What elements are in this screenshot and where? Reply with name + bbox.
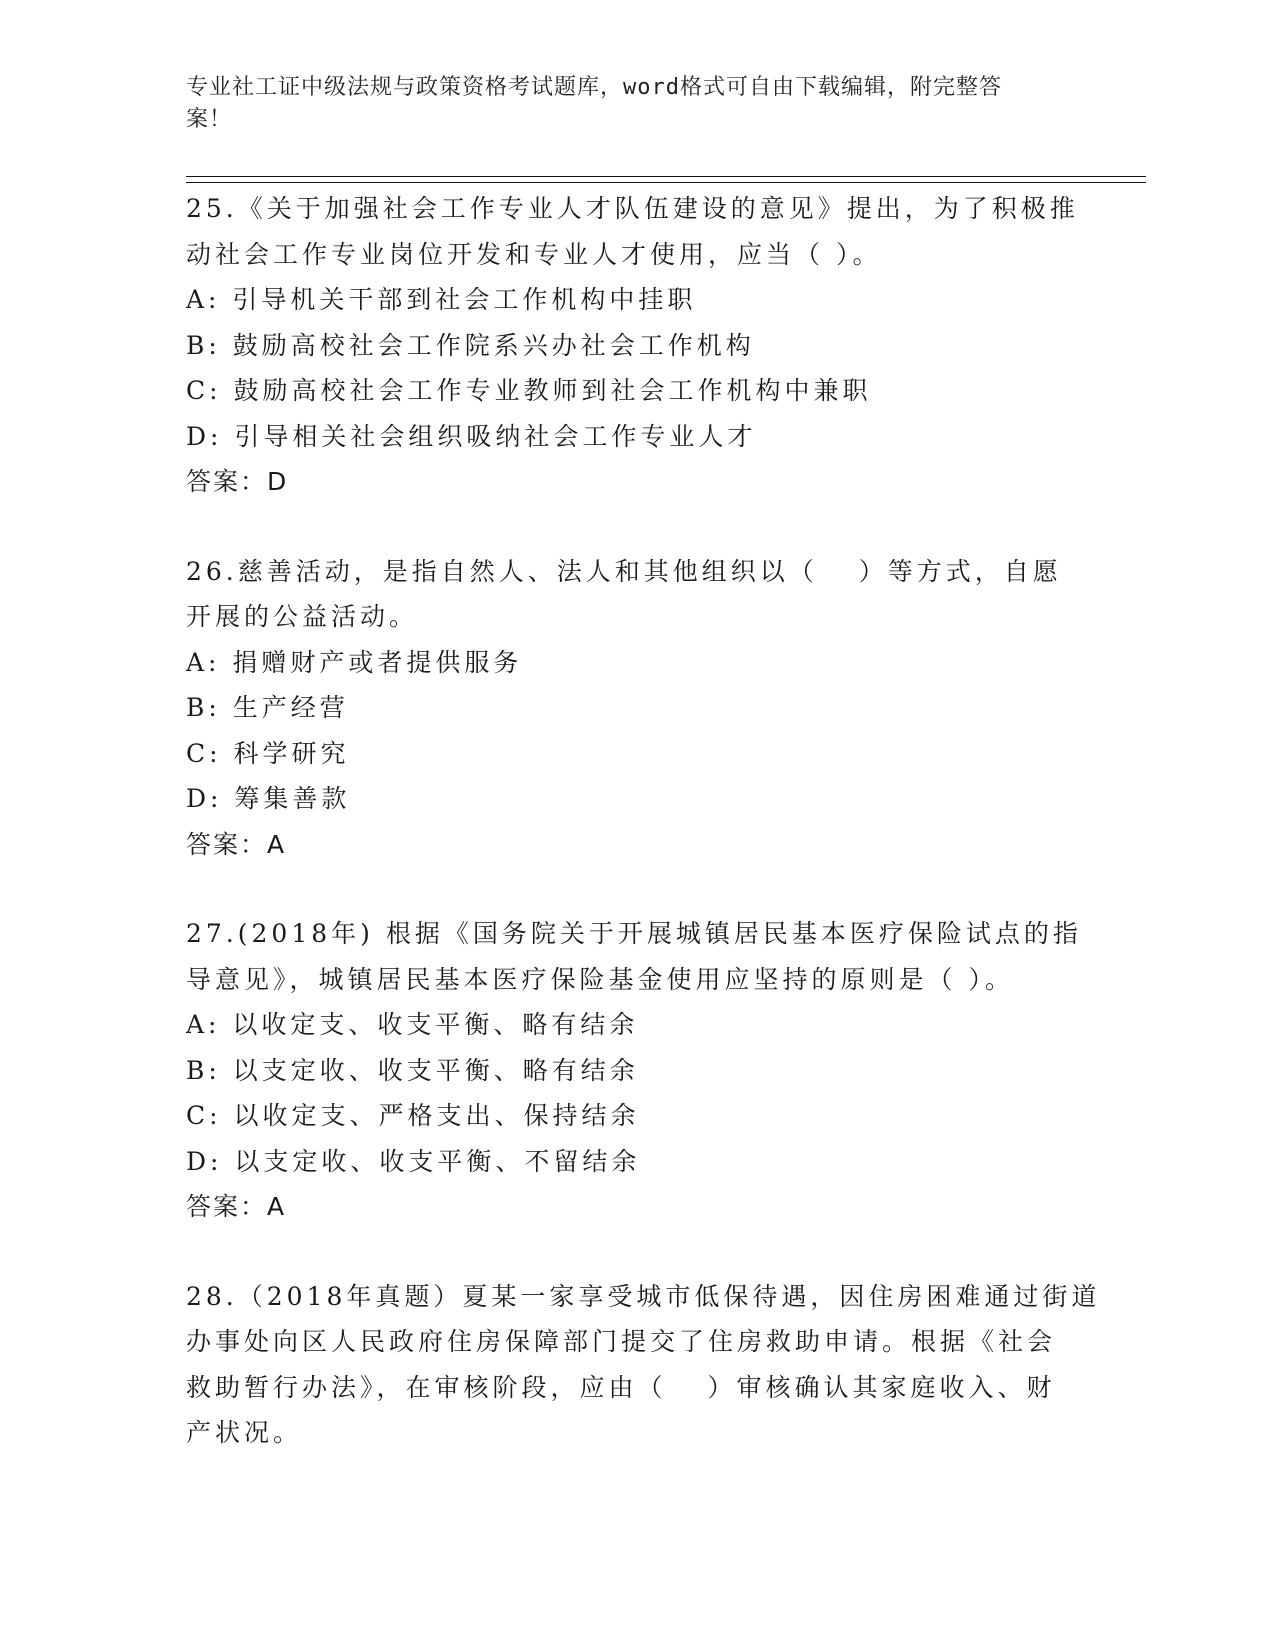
header-rule-bottom (186, 182, 1146, 183)
answer-label: 答案：A (186, 829, 287, 859)
question-stem-line: 27.(2018年) 根据《国务院关于开展城镇居民基本医疗保险试点的指 (186, 919, 1082, 948)
option-c: C: 科学研究 (186, 738, 350, 768)
question-stem-line: 产状况。 (186, 1418, 303, 1447)
question-stem-line: 救助暂行办法》，在审核阶段，应由（ ）审核确认其家庭收入、财 (186, 1372, 1056, 1402)
header-line-1: 专业社工证中级法规与政策资格考试题库，word格式可自由下载编辑，附完整答 (186, 75, 1002, 100)
option-c: C: 以收定支、严格支出、保持结余 (186, 1101, 640, 1130)
answer-label: 答案：D (186, 467, 289, 496)
question-stem-line: 25.《关于加强社会工作专业人才队伍建设的意见》提出，为了积极推 (186, 194, 1079, 223)
option-b: B: 鼓励高校社会工作院系兴办社会工作机构 (186, 330, 755, 360)
option-c: C: 鼓励高校社会工作专业教师到社会工作机构中兼职 (186, 376, 872, 405)
header-rule-top (186, 176, 1146, 177)
option-d: D: 引导相关社会组织吸纳社会工作专业人才 (186, 421, 757, 451)
answer-label: 答案：A (186, 1192, 287, 1221)
option-b: B: 生产经营 (186, 693, 349, 722)
question-stem-line: 办事处向区人民政府住房保障部门提交了住房救助申请。根据《社会 (186, 1327, 1057, 1356)
question-stem-line: 动社会工作专业岗位开发和专业人才使用，应当（ ）。 (186, 239, 882, 269)
question-26 (186, 549, 1086, 868)
page-header (186, 72, 1066, 136)
question-25 (186, 186, 1086, 505)
option-d: D: 筹集善款 (186, 784, 351, 813)
header-line-2: 案！ (186, 107, 233, 132)
option-a: A: 引导机关干部到社会工作机构中挂职 (186, 285, 697, 314)
option-d: D: 以支定收、收支平衡、不留结余 (186, 1146, 641, 1176)
option-a: A: 捐赠财产或者提供服务 (186, 647, 523, 677)
question-list (186, 186, 1101, 1500)
question-stem-line: 开展的公益活动。 (186, 602, 419, 631)
question-28 (186, 1274, 1101, 1456)
question-stem-line: 导意见》，城镇居民基本医疗保险基金使用应坚持的原则是（ ）。 (186, 964, 1014, 994)
question-stem-line: 26.慈善活动，是指自然人、法人和其他组织以（ ）等方式，自愿 (186, 556, 1062, 586)
question-27 (186, 911, 1086, 1230)
option-a: A: 以收定支、收支平衡、略有结余 (186, 1010, 639, 1039)
option-b: B: 以支定收、收支平衡、略有结余 (186, 1055, 639, 1085)
question-stem-line: 28.（2018年真题）夏某一家享受城市低保待遇，因住房困难通过街道 (186, 1281, 1101, 1311)
